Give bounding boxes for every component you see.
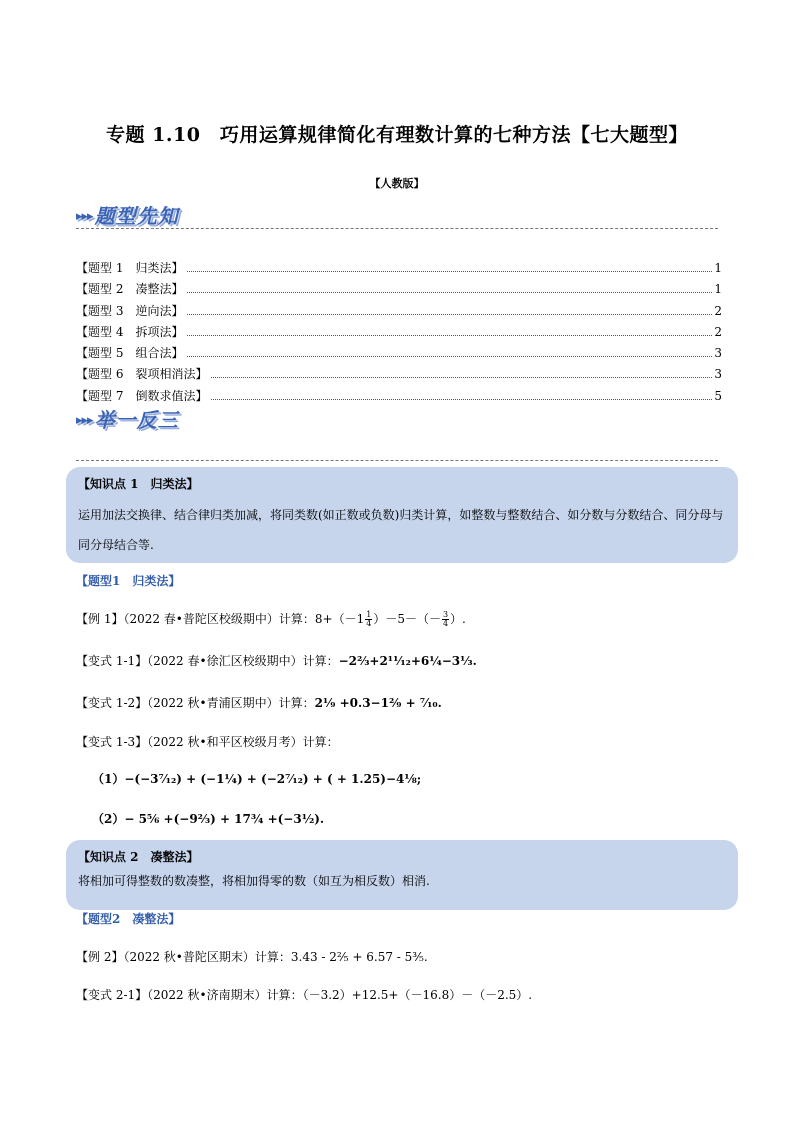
knowledge-title: 【知识点 2 凑整法】	[78, 850, 199, 864]
type-heading-1: 【题型1 归类法】	[76, 574, 181, 588]
example-1: 【例 1】（2022 春•普陀区校级期中）计算：8+（－1 $\frac{1}{4}$ ）－5－（－ $\frac{3}{4}$ ）.	[76, 610, 466, 628]
knowledge-box-2	[66, 840, 738, 910]
toc-item[interactable]: 【题型 5 组合法】 3	[76, 346, 722, 361]
edition-subtitle: 【人教版】	[369, 177, 425, 190]
table-of-contents	[76, 259, 722, 408]
section-label: 举一反三	[94, 408, 179, 432]
toc-item[interactable]: 【题型 7 倒数求值法】 5	[76, 388, 722, 403]
example-2: 【例 2】（2022 秋•普陀区期末）计算：3.43 - 2⅖ + 6.57 - 5⅗.	[76, 950, 428, 964]
arrows-icon: ▸▸▸	[76, 413, 93, 428]
arrows-icon: ▸▸▸	[76, 209, 93, 224]
divider	[76, 460, 718, 461]
page-title: 专题 1.10 巧用运算规律简化有理数计算的七种方法【七大题型】	[106, 124, 688, 146]
type-heading-2: 【题型2 凑整法】	[76, 912, 181, 926]
variant-1-3-part-1: （1）−(−3⁷⁄₁₂) + (−1¼) + (−2⁷⁄₁₂) + ( + 1.25)−4⅛;	[92, 772, 422, 786]
variant-1-1: 【变式 1-1】（2022 春•徐汇区校级期中）计算：−2⅔+2¹¹⁄₁₂+6¼−3⅓.	[76, 654, 477, 668]
section-label: 题型先知	[94, 204, 179, 228]
knowledge-title: 【知识点 1 归类法】	[78, 477, 199, 491]
toc-item[interactable]: 【题型 6 裂项相消法】 3	[76, 367, 722, 382]
variant-1-3-part-2: （2）− 5⅚ +(−9⅔) + 17¾ +(−3½).	[92, 812, 325, 826]
toc-item[interactable]: 【题型 2 凑整法】 1	[76, 282, 722, 297]
variant-1-2: 【变式 1-2】（2022 秋•青浦区期中）计算：2¹⁄₉ +0.3−1²⁄₉ + ⁷⁄₁₀.	[76, 696, 442, 710]
knowledge-box-1	[66, 467, 738, 563]
toc-item[interactable]: 【题型 3 逆向法】 2	[76, 303, 722, 318]
divider	[76, 228, 718, 229]
knowledge-body: 将相加可得整数的数凑整，将相加得零的数（如互为相反数）相消.	[78, 874, 430, 888]
toc-item[interactable]: 【题型 4 拆项法】 2	[76, 324, 722, 339]
variant-2-1: 【变式 2-1】（2022 秋•济南期末）计算：（－3.2）+12.5+（－16.8）－（－2.5）.	[76, 988, 533, 1002]
knowledge-body: 运用加法交换律、结合律归类加减，将同类数(如正数或负数)归类计算，如整数与整数结合、如分数与分数结合、同分母与同分母结合等.	[78, 508, 724, 552]
variant-1-3: 【变式 1-3】（2022 秋•和平区校级月考）计算：	[76, 735, 339, 749]
section-header-examples	[76, 404, 179, 433]
section-header-preview	[76, 200, 179, 229]
toc-item[interactable]: 【题型 1 归类法】 1	[76, 261, 722, 275]
